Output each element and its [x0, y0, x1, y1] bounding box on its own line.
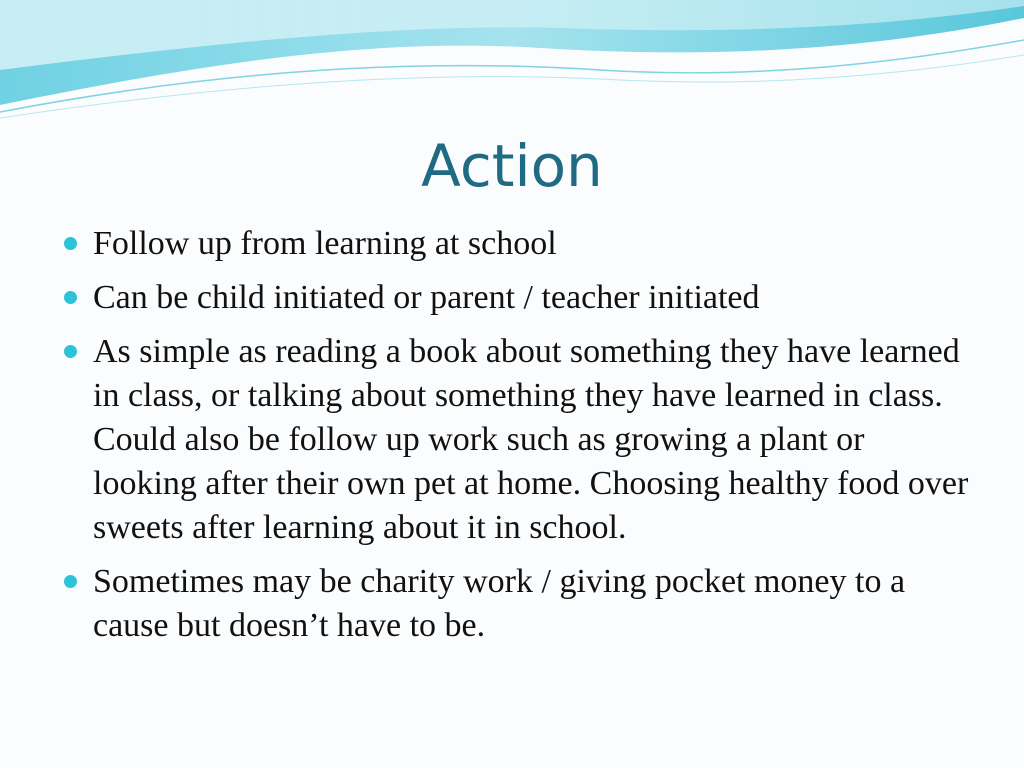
bullet-dot-icon	[64, 345, 77, 358]
header-wave-decoration	[0, 0, 1024, 130]
bullet-item	[64, 560, 974, 648]
bullet-dot-icon	[64, 575, 77, 588]
bullet-text: As simple as reading a book about something they have learned in class, or talking about something they have learned in class. Could also be follow up work such as growing a plant or looking after their own pet at home. Choosing healthy food over sweets after learning about it in school.	[93, 333, 969, 546]
bullet-item	[64, 330, 974, 550]
bullet-text: Follow up from learning at school	[93, 225, 557, 262]
slide-title: Action	[421, 132, 603, 200]
bullet-item	[64, 276, 974, 320]
bullet-item	[64, 222, 974, 266]
bullet-text: Sometimes may be charity work / giving pocket money to a cause but doesn’t have to be.	[93, 563, 906, 644]
bullet-text: Can be child initiated or parent / teacher initiated	[93, 279, 760, 316]
bullet-dot-icon	[64, 291, 77, 304]
bullet-dot-icon	[64, 237, 77, 250]
bullet-list	[64, 222, 974, 658]
